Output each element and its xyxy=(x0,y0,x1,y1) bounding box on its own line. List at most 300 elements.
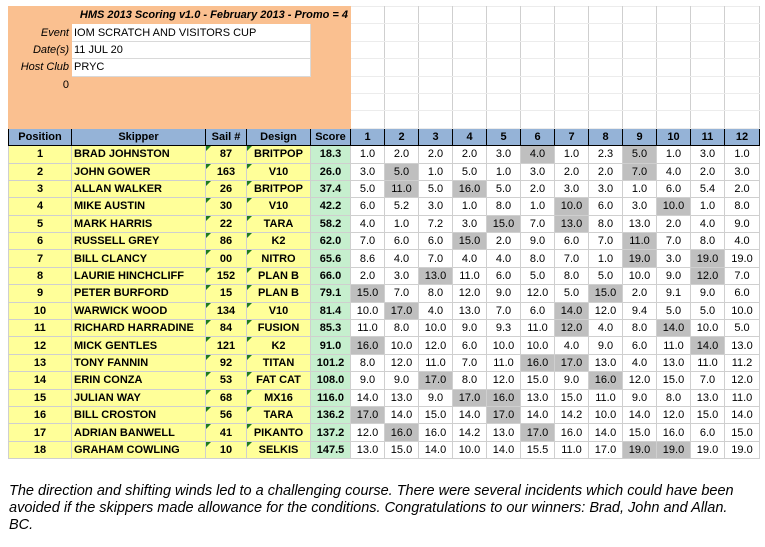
design-cell[interactable] xyxy=(247,285,311,302)
race-2-cell[interactable] xyxy=(385,372,419,389)
skipper-cell[interactable] xyxy=(72,302,206,319)
race-12-cell[interactable] xyxy=(725,198,760,215)
position-cell[interactable] xyxy=(9,215,72,232)
score-cell[interactable] xyxy=(311,372,351,389)
score-cell[interactable] xyxy=(311,354,351,371)
race-4-cell[interactable] xyxy=(453,320,487,337)
race-2-cell[interactable] xyxy=(385,424,419,441)
design-cell[interactable] xyxy=(247,337,311,354)
design-cell[interactable] xyxy=(247,441,311,458)
race-6-cell[interactable] xyxy=(521,146,555,163)
race-7-cell[interactable] xyxy=(555,389,589,406)
race-9-cell[interactable] xyxy=(623,180,657,197)
race-11-cell[interactable] xyxy=(691,302,725,319)
race-4-cell[interactable] xyxy=(453,267,487,284)
race-8-cell[interactable] xyxy=(589,302,623,319)
race-3-cell[interactable] xyxy=(419,146,453,163)
race-3-cell[interactable] xyxy=(419,372,453,389)
design-cell[interactable] xyxy=(247,163,311,180)
design-cell[interactable] xyxy=(247,424,311,441)
race-11-cell[interactable] xyxy=(691,320,725,337)
race-1-cell[interactable] xyxy=(351,337,385,354)
race-7-cell[interactable] xyxy=(555,250,589,267)
race-11-cell[interactable] xyxy=(691,180,725,197)
race-10-cell[interactable] xyxy=(657,163,691,180)
race-2-cell[interactable] xyxy=(385,146,419,163)
race-4-cell[interactable] xyxy=(453,163,487,180)
race-10-cell[interactable] xyxy=(657,372,691,389)
race-4-cell[interactable] xyxy=(453,354,487,371)
design-cell[interactable] xyxy=(247,146,311,163)
race-4-cell[interactable] xyxy=(453,372,487,389)
race-1-cell[interactable] xyxy=(351,372,385,389)
race-8-cell[interactable] xyxy=(589,180,623,197)
race-10-cell[interactable] xyxy=(657,406,691,423)
col-header-race-11[interactable]: 11 xyxy=(691,128,725,145)
design-cell[interactable] xyxy=(247,320,311,337)
race-5-cell[interactable] xyxy=(487,267,521,284)
col-header-skipper[interactable]: Skipper xyxy=(72,128,206,145)
col-header-race-8[interactable]: 8 xyxy=(589,128,623,145)
race-4-cell[interactable] xyxy=(453,146,487,163)
race-10-cell[interactable] xyxy=(657,215,691,232)
race-10-cell[interactable] xyxy=(657,180,691,197)
score-cell[interactable] xyxy=(311,441,351,458)
position-cell[interactable] xyxy=(9,337,72,354)
sail-number-cell[interactable] xyxy=(206,198,247,215)
race-9-cell[interactable] xyxy=(623,285,657,302)
race-1-cell[interactable] xyxy=(351,267,385,284)
race-4-cell[interactable] xyxy=(453,215,487,232)
race-12-cell[interactable] xyxy=(725,389,760,406)
race-12-cell[interactable] xyxy=(725,320,760,337)
race-5-cell[interactable] xyxy=(487,302,521,319)
position-cell[interactable] xyxy=(9,198,72,215)
score-cell[interactable] xyxy=(311,302,351,319)
position-cell[interactable] xyxy=(9,285,72,302)
score-cell[interactable] xyxy=(311,233,351,250)
race-11-cell[interactable] xyxy=(691,146,725,163)
race-10-cell[interactable] xyxy=(657,424,691,441)
race-8-cell[interactable] xyxy=(589,198,623,215)
col-header-position[interactable]: Position xyxy=(9,128,72,145)
col-header-race-4[interactable]: 4 xyxy=(453,128,487,145)
score-cell[interactable] xyxy=(311,146,351,163)
race-3-cell[interactable] xyxy=(419,337,453,354)
scoring-version-title[interactable]: HMS 2013 Scoring v1.0 - February 2013 - Promo = 4 xyxy=(9,7,351,24)
race-5-cell[interactable] xyxy=(487,424,521,441)
col-header-race-3[interactable]: 3 xyxy=(419,128,453,145)
race-2-cell[interactable] xyxy=(385,389,419,406)
race-2-cell[interactable] xyxy=(385,441,419,458)
sail-number-cell[interactable] xyxy=(206,424,247,441)
race-7-cell[interactable] xyxy=(555,406,589,423)
race-12-cell[interactable] xyxy=(725,406,760,423)
race-3-cell[interactable] xyxy=(419,320,453,337)
race-9-cell[interactable] xyxy=(623,198,657,215)
race-3-cell[interactable] xyxy=(419,406,453,423)
race-4-cell[interactable] xyxy=(453,233,487,250)
race-3-cell[interactable] xyxy=(419,215,453,232)
dates-value-cell[interactable]: 11 JUL 20 xyxy=(72,41,311,58)
race-12-cell[interactable] xyxy=(725,354,760,371)
race-7-cell[interactable] xyxy=(555,320,589,337)
race-11-cell[interactable] xyxy=(691,354,725,371)
race-2-cell[interactable] xyxy=(385,406,419,423)
race-9-cell[interactable] xyxy=(623,424,657,441)
design-cell[interactable] xyxy=(247,198,311,215)
race-5-cell[interactable] xyxy=(487,163,521,180)
race-6-cell[interactable] xyxy=(521,233,555,250)
sail-number-cell[interactable] xyxy=(206,233,247,250)
race-3-cell[interactable] xyxy=(419,354,453,371)
score-cell[interactable] xyxy=(311,285,351,302)
race-9-cell[interactable] xyxy=(623,163,657,180)
col-header-race-12[interactable]: 12 xyxy=(725,128,760,145)
design-cell[interactable] xyxy=(247,406,311,423)
race-11-cell[interactable] xyxy=(691,250,725,267)
race-8-cell[interactable] xyxy=(589,424,623,441)
sail-number-cell[interactable] xyxy=(206,250,247,267)
skipper-cell[interactable] xyxy=(72,163,206,180)
race-3-cell[interactable] xyxy=(419,389,453,406)
race-5-cell[interactable] xyxy=(487,180,521,197)
col-header-race-5[interactable]: 5 xyxy=(487,128,521,145)
race-12-cell[interactable] xyxy=(725,285,760,302)
race-1-cell[interactable] xyxy=(351,233,385,250)
design-cell[interactable] xyxy=(247,180,311,197)
race-6-cell[interactable] xyxy=(521,180,555,197)
race-3-cell[interactable] xyxy=(419,285,453,302)
position-cell[interactable] xyxy=(9,424,72,441)
skipper-cell[interactable] xyxy=(72,406,206,423)
race-1-cell[interactable] xyxy=(351,198,385,215)
race-2-cell[interactable] xyxy=(385,163,419,180)
race-11-cell[interactable] xyxy=(691,389,725,406)
race-3-cell[interactable] xyxy=(419,302,453,319)
race-7-cell[interactable] xyxy=(555,372,589,389)
race-7-cell[interactable] xyxy=(555,267,589,284)
race-5-cell[interactable] xyxy=(487,146,521,163)
sail-number-cell[interactable] xyxy=(206,285,247,302)
race-7-cell[interactable] xyxy=(555,337,589,354)
race-12-cell[interactable] xyxy=(725,441,760,458)
race-1-cell[interactable] xyxy=(351,146,385,163)
design-cell[interactable] xyxy=(247,354,311,371)
skipper-cell[interactable] xyxy=(72,250,206,267)
race-7-cell[interactable] xyxy=(555,354,589,371)
race-4-cell[interactable] xyxy=(453,180,487,197)
race-12-cell[interactable] xyxy=(725,302,760,319)
position-cell[interactable] xyxy=(9,163,72,180)
race-8-cell[interactable] xyxy=(589,267,623,284)
design-cell[interactable] xyxy=(247,250,311,267)
position-cell[interactable] xyxy=(9,233,72,250)
race-1-cell[interactable] xyxy=(351,163,385,180)
race-1-cell[interactable] xyxy=(351,320,385,337)
race-3-cell[interactable] xyxy=(419,198,453,215)
race-5-cell[interactable] xyxy=(487,372,521,389)
race-7-cell[interactable] xyxy=(555,441,589,458)
race-5-cell[interactable] xyxy=(487,441,521,458)
race-3-cell[interactable] xyxy=(419,180,453,197)
col-header-race-9[interactable]: 9 xyxy=(623,128,657,145)
position-cell[interactable] xyxy=(9,320,72,337)
race-9-cell[interactable] xyxy=(623,441,657,458)
design-cell[interactable] xyxy=(247,233,311,250)
sail-number-cell[interactable] xyxy=(206,441,247,458)
race-10-cell[interactable] xyxy=(657,285,691,302)
race-8-cell[interactable] xyxy=(589,372,623,389)
col-header-race-10[interactable]: 10 xyxy=(657,128,691,145)
race-2-cell[interactable] xyxy=(385,250,419,267)
score-cell[interactable] xyxy=(311,337,351,354)
position-cell[interactable] xyxy=(9,389,72,406)
race-1-cell[interactable] xyxy=(351,441,385,458)
col-header-score[interactable]: Score xyxy=(311,128,351,145)
sail-number-cell[interactable] xyxy=(206,372,247,389)
race-11-cell[interactable] xyxy=(691,163,725,180)
race-2-cell[interactable] xyxy=(385,285,419,302)
col-header-race-2[interactable]: 2 xyxy=(385,128,419,145)
race-8-cell[interactable] xyxy=(589,215,623,232)
race-2-cell[interactable] xyxy=(385,180,419,197)
race-12-cell[interactable] xyxy=(725,163,760,180)
score-cell[interactable] xyxy=(311,250,351,267)
sail-number-cell[interactable] xyxy=(206,146,247,163)
position-cell[interactable] xyxy=(9,302,72,319)
skipper-cell[interactable] xyxy=(72,267,206,284)
col-header-race-1[interactable]: 1 xyxy=(351,128,385,145)
race-1-cell[interactable] xyxy=(351,302,385,319)
race-7-cell[interactable] xyxy=(555,424,589,441)
sail-number-cell[interactable] xyxy=(206,267,247,284)
race-9-cell[interactable] xyxy=(623,233,657,250)
skipper-cell[interactable] xyxy=(72,233,206,250)
race-8-cell[interactable] xyxy=(589,320,623,337)
race-5-cell[interactable] xyxy=(487,337,521,354)
race-6-cell[interactable] xyxy=(521,215,555,232)
design-cell[interactable] xyxy=(247,267,311,284)
race-7-cell[interactable] xyxy=(555,146,589,163)
race-6-cell[interactable] xyxy=(521,198,555,215)
col-header-sail[interactable]: Sail # xyxy=(206,128,247,145)
race-10-cell[interactable] xyxy=(657,250,691,267)
race-7-cell[interactable] xyxy=(555,215,589,232)
race-8-cell[interactable] xyxy=(589,250,623,267)
skipper-cell[interactable] xyxy=(72,320,206,337)
race-10-cell[interactable] xyxy=(657,198,691,215)
skipper-cell[interactable] xyxy=(72,354,206,371)
race-2-cell[interactable] xyxy=(385,215,419,232)
race-6-cell[interactable] xyxy=(521,320,555,337)
host-club-value-cell[interactable]: PRYC xyxy=(72,59,311,76)
race-9-cell[interactable] xyxy=(623,337,657,354)
score-cell[interactable] xyxy=(311,215,351,232)
race-5-cell[interactable] xyxy=(487,250,521,267)
score-cell[interactable] xyxy=(311,180,351,197)
race-10-cell[interactable] xyxy=(657,320,691,337)
race-6-cell[interactable] xyxy=(521,267,555,284)
design-cell[interactable] xyxy=(247,372,311,389)
race-4-cell[interactable] xyxy=(453,406,487,423)
race-12-cell[interactable] xyxy=(725,180,760,197)
sail-number-cell[interactable] xyxy=(206,406,247,423)
sail-number-cell[interactable] xyxy=(206,163,247,180)
race-9-cell[interactable] xyxy=(623,389,657,406)
race-8-cell[interactable] xyxy=(589,441,623,458)
race-11-cell[interactable] xyxy=(691,233,725,250)
race-1-cell[interactable] xyxy=(351,285,385,302)
race-6-cell[interactable] xyxy=(521,302,555,319)
race-2-cell[interactable] xyxy=(385,337,419,354)
skipper-cell[interactable] xyxy=(72,389,206,406)
race-6-cell[interactable] xyxy=(521,372,555,389)
race-8-cell[interactable] xyxy=(589,285,623,302)
position-cell[interactable] xyxy=(9,441,72,458)
race-3-cell[interactable] xyxy=(419,267,453,284)
sail-number-cell[interactable] xyxy=(206,302,247,319)
race-9-cell[interactable] xyxy=(623,146,657,163)
race-6-cell[interactable] xyxy=(521,163,555,180)
race-4-cell[interactable] xyxy=(453,424,487,441)
race-5-cell[interactable] xyxy=(487,354,521,371)
sail-number-cell[interactable] xyxy=(206,389,247,406)
race-5-cell[interactable] xyxy=(487,215,521,232)
race-7-cell[interactable] xyxy=(555,302,589,319)
race-8-cell[interactable] xyxy=(589,146,623,163)
position-cell[interactable] xyxy=(9,406,72,423)
race-11-cell[interactable] xyxy=(691,285,725,302)
score-cell[interactable] xyxy=(311,389,351,406)
race-11-cell[interactable] xyxy=(691,441,725,458)
race-8-cell[interactable] xyxy=(589,233,623,250)
race-10-cell[interactable] xyxy=(657,337,691,354)
skipper-cell[interactable] xyxy=(72,285,206,302)
race-4-cell[interactable] xyxy=(453,198,487,215)
race-9-cell[interactable] xyxy=(623,320,657,337)
race-11-cell[interactable] xyxy=(691,372,725,389)
race-9-cell[interactable] xyxy=(623,302,657,319)
race-9-cell[interactable] xyxy=(623,372,657,389)
race-7-cell[interactable] xyxy=(555,285,589,302)
score-cell[interactable] xyxy=(311,320,351,337)
skipper-cell[interactable] xyxy=(72,198,206,215)
race-8-cell[interactable] xyxy=(589,337,623,354)
race-8-cell[interactable] xyxy=(589,389,623,406)
race-2-cell[interactable] xyxy=(385,354,419,371)
skipper-cell[interactable] xyxy=(72,372,206,389)
race-4-cell[interactable] xyxy=(453,302,487,319)
race-5-cell[interactable] xyxy=(487,406,521,423)
race-8-cell[interactable] xyxy=(589,406,623,423)
race-10-cell[interactable] xyxy=(657,302,691,319)
race-10-cell[interactable] xyxy=(657,389,691,406)
race-1-cell[interactable] xyxy=(351,250,385,267)
race-5-cell[interactable] xyxy=(487,285,521,302)
race-6-cell[interactable] xyxy=(521,406,555,423)
sail-number-cell[interactable] xyxy=(206,320,247,337)
race-12-cell[interactable] xyxy=(725,233,760,250)
design-cell[interactable] xyxy=(247,215,311,232)
race-9-cell[interactable] xyxy=(623,250,657,267)
position-cell[interactable] xyxy=(9,180,72,197)
skipper-cell[interactable] xyxy=(72,441,206,458)
race-10-cell[interactable] xyxy=(657,146,691,163)
race-4-cell[interactable] xyxy=(453,337,487,354)
race-9-cell[interactable] xyxy=(623,215,657,232)
skipper-cell[interactable] xyxy=(72,337,206,354)
race-3-cell[interactable] xyxy=(419,441,453,458)
skipper-cell[interactable] xyxy=(72,215,206,232)
race-1-cell[interactable] xyxy=(351,424,385,441)
race-1-cell[interactable] xyxy=(351,406,385,423)
race-1-cell[interactable] xyxy=(351,354,385,371)
race-6-cell[interactable] xyxy=(521,389,555,406)
design-cell[interactable] xyxy=(247,302,311,319)
score-cell[interactable] xyxy=(311,267,351,284)
race-2-cell[interactable] xyxy=(385,233,419,250)
sail-number-cell[interactable] xyxy=(206,354,247,371)
position-cell[interactable] xyxy=(9,372,72,389)
score-cell[interactable] xyxy=(311,424,351,441)
race-2-cell[interactable] xyxy=(385,302,419,319)
sail-number-cell[interactable] xyxy=(206,180,247,197)
col-header-race-7[interactable]: 7 xyxy=(555,128,589,145)
race-6-cell[interactable] xyxy=(521,337,555,354)
col-header-race-6[interactable]: 6 xyxy=(521,128,555,145)
race-12-cell[interactable] xyxy=(725,337,760,354)
race-5-cell[interactable] xyxy=(487,389,521,406)
race-10-cell[interactable] xyxy=(657,233,691,250)
race-3-cell[interactable] xyxy=(419,163,453,180)
race-3-cell[interactable] xyxy=(419,233,453,250)
sail-number-cell[interactable] xyxy=(206,337,247,354)
skipper-cell[interactable] xyxy=(72,424,206,441)
race-6-cell[interactable] xyxy=(521,424,555,441)
race-2-cell[interactable] xyxy=(385,267,419,284)
race-2-cell[interactable] xyxy=(385,320,419,337)
race-6-cell[interactable] xyxy=(521,354,555,371)
race-10-cell[interactable] xyxy=(657,267,691,284)
race-1-cell[interactable] xyxy=(351,180,385,197)
skipper-cell[interactable] xyxy=(72,146,206,163)
race-11-cell[interactable] xyxy=(691,424,725,441)
race-3-cell[interactable] xyxy=(419,424,453,441)
design-cell[interactable] xyxy=(247,389,311,406)
race-11-cell[interactable] xyxy=(691,337,725,354)
position-cell[interactable] xyxy=(9,146,72,163)
race-12-cell[interactable] xyxy=(725,372,760,389)
race-9-cell[interactable] xyxy=(623,354,657,371)
race-12-cell[interactable] xyxy=(725,215,760,232)
race-7-cell[interactable] xyxy=(555,180,589,197)
race-12-cell[interactable] xyxy=(725,267,760,284)
event-value-cell[interactable]: IOM SCRATCH AND VISITORS CUP xyxy=(72,24,311,41)
race-11-cell[interactable] xyxy=(691,267,725,284)
score-cell[interactable] xyxy=(311,406,351,423)
race-5-cell[interactable] xyxy=(487,320,521,337)
race-1-cell[interactable] xyxy=(351,389,385,406)
race-8-cell[interactable] xyxy=(589,163,623,180)
race-12-cell[interactable] xyxy=(725,146,760,163)
race-3-cell[interactable] xyxy=(419,250,453,267)
race-5-cell[interactable] xyxy=(487,198,521,215)
race-1-cell[interactable] xyxy=(351,215,385,232)
race-7-cell[interactable] xyxy=(555,233,589,250)
race-4-cell[interactable] xyxy=(453,441,487,458)
skipper-cell[interactable] xyxy=(72,180,206,197)
